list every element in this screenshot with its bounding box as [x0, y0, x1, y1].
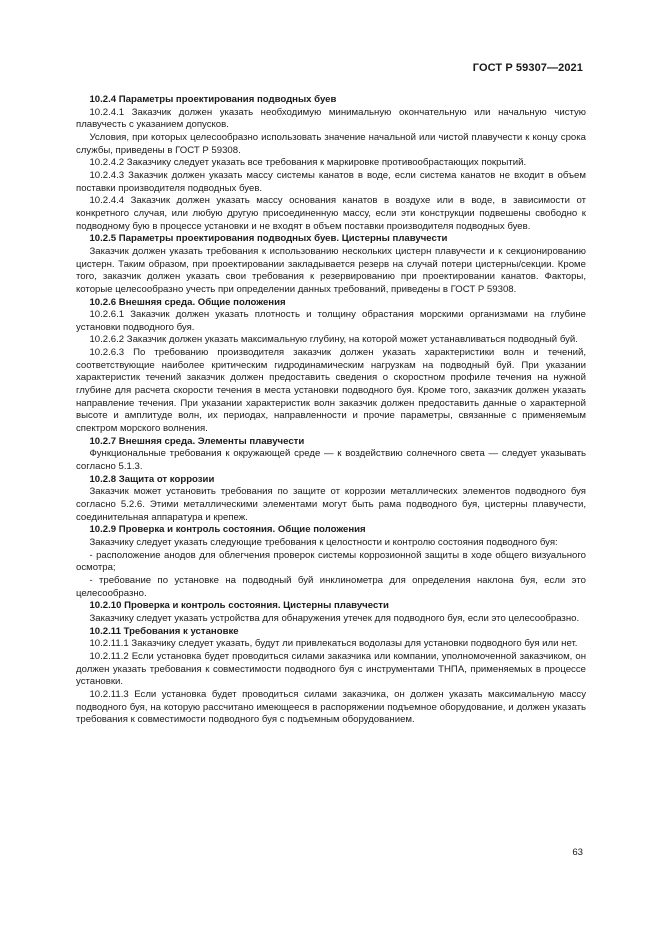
paragraph: 10.2.6.1 Заказчик должен указать плотность и толщину обрастания морскими организмами на глубине установки подводного буя. — [76, 309, 586, 333]
list-item: - расположение анодов для облегчения проверок системы коррозионной защиты в ходе общего визуального осмотра; — [76, 549, 586, 574]
paragraph: 10.2.11.2 Если установка будет проводиться силами заказчика или компании, уполномоченной заказчиком, он должен указать требования к совместимости подводного буя с инструментами ТНПА, применяемых в процессе установки. — [76, 650, 586, 688]
paragraph: Заказчику следует указать устройства для обнаружения утечек для подводного буя, если это целесообразно. — [89, 612, 580, 624]
paragraph: Функциональные требования к окружающей среде — к воздействию солнечного света — следует указывать согласно 5.1.3. — [76, 448, 586, 473]
paragraph: 10.2.6.3 По требованию производителя заказчик должен указать характеристики волн и течений, соответствующие наиболее критическим гидродинамическим нагрузкам на подводный буй. При указании характеристик течений заказчик должен предоставить сведения о скоростном профиле течения на нужной глубине для расчета скорости течения в места установки подводного буя. Кроме того, заказчик должен указать направление течения. При указании характеристик волн заказчик должен предоставить данные о характерной высоте и амплитуде волн, их периодах, направленности и прочие параметры, связанные с применяемым спектром морского волнения. — [76, 347, 586, 435]
paragraph: 10.2.6.2 Заказчик должен указать максимальную глубину, на которой может устанавливаться подводный буй. — [89, 334, 578, 346]
paragraph: 10.2.11.3 Если установка будет проводиться силами заказчика, он должен указать максимальную массу подводного буя, на которую рассчитано имеющееся в распоряжении подъемное оборудование, и должен указать требования к совместимости подводного буя с подъемным оборудованием. — [76, 688, 586, 726]
paragraph: 10.2.4.1 Заказчик должен указать необходимую минимальную окончательную или начальную чистую плавучесть с указанием допусков. — [76, 106, 586, 131]
section-heading: 10.2.8 Защита от коррозии — [89, 473, 215, 485]
section-heading: 10.2.6 Внешняя среда. Общие положения — [89, 296, 286, 308]
paragraph: Условия, при которых целесообразно использовать значение начальной или чистой плавучести к концу срока службы, приведены в ГОСТ Р 59308. — [76, 131, 586, 156]
paragraph: Заказчик должен указать требования к использованию нескольких цистерн плавучести и к секционированию цистерн. Таким образом, при проектировании закладывается резерв на случай потери цистерны/секции. Кроме того, заказчик должен указать свои требования к резервированию при проектировании канатов. Факторы, которые целесообразно учесть при определении данных требований, приведены в ГОСТ Р 59308. — [76, 245, 586, 295]
paragraph: Заказчик может установить требования по защите от коррозии металлических элементов подводного буя согласно 5.2.6. Этими металлическими элементами могут быть рама подводного буя, цистерны плавучести, соединительная аппаратура и крепеж. — [76, 486, 586, 523]
section-heading: 10.2.11 Требования к установке — [89, 625, 239, 637]
document-body — [76, 94, 586, 727]
section-heading: 10.2.7 Внешняя среда. Элементы плавучести — [89, 435, 305, 447]
page-number: 63 — [572, 847, 583, 858]
paragraph: Заказчику следует указать следующие требования к целостности и контролю состояния подводного буя: — [89, 536, 558, 548]
section-heading: 10.2.10 Проверка и контроль состояния. Цистерны плавучести — [89, 600, 389, 612]
paragraph: 10.2.4.2 Заказчику следует указать все требования к маркировке противообрастающих покрытий. — [89, 157, 527, 169]
paragraph: 10.2.4.3 Заказчик должен указать массу системы канатов в воде, если система канатов не входит в объем поставки производителя подводных буев. — [76, 169, 586, 194]
section-heading: 10.2.9 Проверка и контроль состояния. Общие положения — [89, 524, 366, 536]
section-heading: 10.2.4 Параметры проектирования подводных буев — [89, 94, 337, 105]
standard-header: ГОСТ Р 59307—2021 — [472, 62, 583, 74]
list-item: - требование по установке на подводный буй инклинометра для определения наклона буя, если это целесообразно. — [76, 574, 586, 599]
paragraph: 10.2.4.4 Заказчик должен указать массу основания канатов в воздухе или в воде, в зависимости от конкретного случая, или любую другую присоединенную массу, если эти конструкции подвешены свободно к подводному бую в процессе установки и не входят в объем поставки производителя подводных буев. — [76, 195, 586, 232]
section-heading: 10.2.5 Параметры проектирования подводных буев. Цистерны плавучести — [89, 233, 448, 245]
paragraph: 10.2.11.1 Заказчику следует указать, будут ли привлекаться водолазы для установки подводного буя или нет. — [89, 638, 578, 650]
